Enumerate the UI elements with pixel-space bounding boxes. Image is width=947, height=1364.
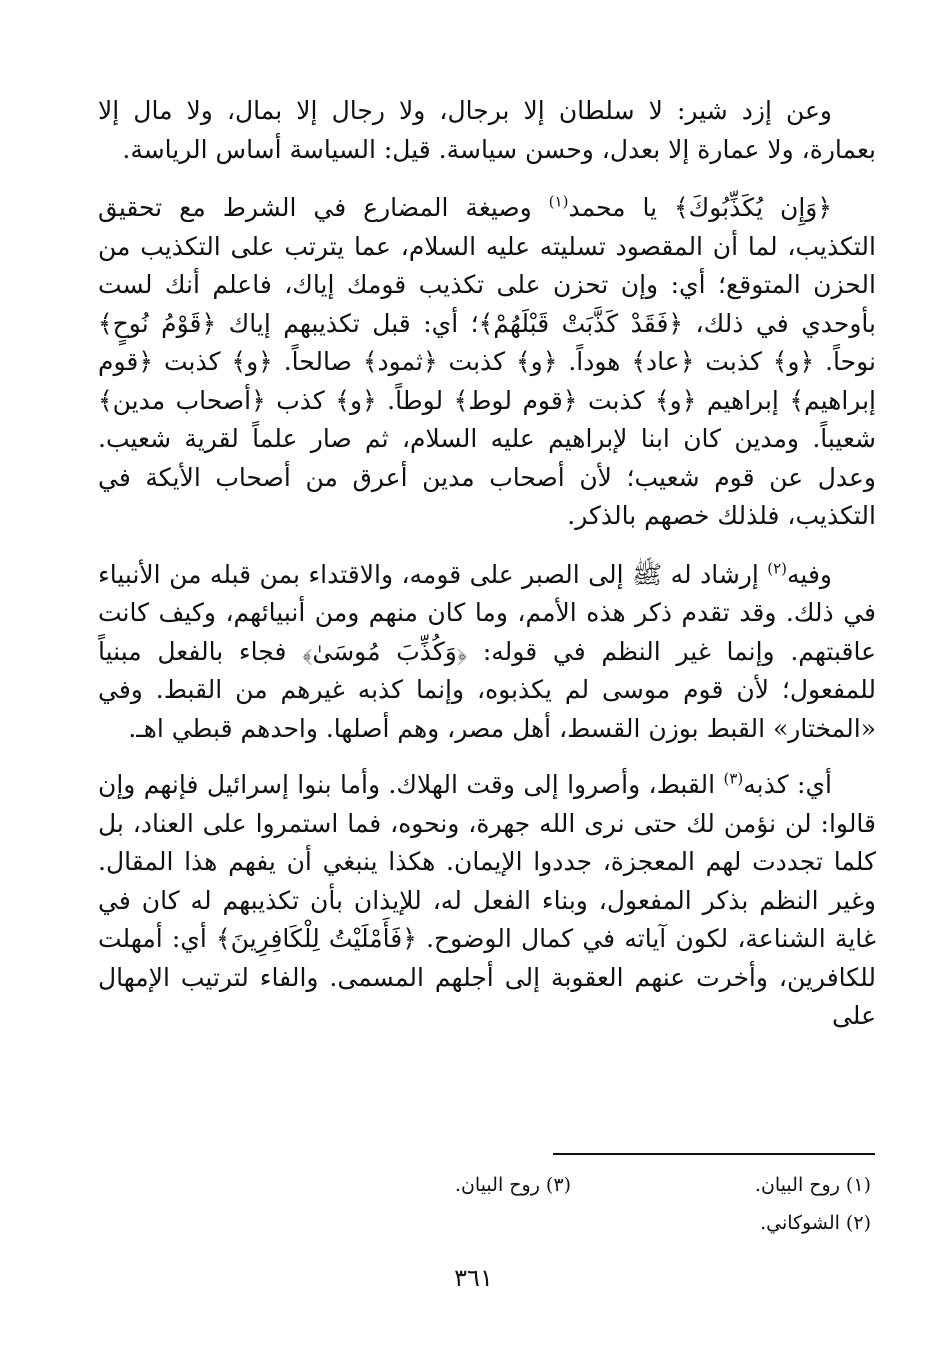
footnote-1: (١) روح البيان. [754, 1174, 871, 1196]
footnotes [271, 1166, 871, 1242]
footnote-ref-3: (٣) [723, 769, 744, 788]
paragraph-3 [98, 556, 876, 749]
paragraph-1-text: وعن إزد شير: لا سلطان إلا برجال، ولا رجال إلا بمال، ولا مال إلا بعمارة، ولا عمارة إلا بعدل، وحسن سياسة. قيل: السياسة أساس الرياسة. [98, 96, 876, 164]
page-number: ٣٦١ [454, 1264, 493, 1292]
footnote-2: (٢) الشوكاني. [760, 1212, 871, 1234]
paragraph-4-text: القبط، وأصروا إلى وقت الهلاك. وأما بنوا إسرائيل فإنهم وإن قالوا: لن نؤمن لك حتى نرى الله جهرة، ونحوه، فما استمروا على العناد، بل كلما تجددت لهم المعجزة، جددوا الإيمان. هكذا ينبغي أن يفهم هذا المقال. وغير النظم بذكر المفعول، وبناء الفعل له، للإيذان بأن تكذيبهم له كان في غاية الشناعة، لكون آياته في كمال الوضوح. ﴿فَأَمْلَيْتُ لِلْكَافِرِينَ﴾ أي: أمهلت للكافرين، وأخرت عنهم العقوبة إلى أجلهم المسمى. والفاء لترتيب الإمهال على [98, 770, 876, 1030]
paragraph-2-text: وصيغة المضارع في الشرط مع تحقيق التكذيب، لما أن المقصود تسليته عليه السلام، عما يترتب على التكذيب من الحزن المتوقع؛ أي: وإن تحزن على تكذيب قومك إياك، فاعلم أنك لست بأوحدي في ذلك، ﴿فَقَدْ كَذَّبَتْ قَبْلَهُمْ﴾؛ أي: قبل تكذيبهم إياك ﴿قَوْمُ نُوحٍ﴾ نوحاً. ﴿و﴾ كذبت ﴿عاد﴾ هوداً. ﴿و﴾ كذبت ﴿ثمود﴾ صالحاً. ﴿و﴾ كذبت ﴿قوم إبراهيم﴾ إبراهيم ﴿و﴾ كذبت ﴿قوم لوط﴾ لوطاً. ﴿و﴾ كذب ﴿أصحاب مدين﴾ شعيباً. ومدين كان ابنا لإبراهيم عليه السلام، ثم صار علماً لقرية شعيب. وعدل عن قوم شعيب؛ لأن أصحاب مدين أعرق من أصحاب الأيكة في التكذيب، فلذلك خصهم بالذكر. [98, 193, 876, 530]
paragraph-3-lead: وفيه [787, 559, 832, 589]
footnote-row-1 [271, 1166, 871, 1204]
paragraph-2 [98, 189, 876, 536]
footnote-separator [553, 1153, 875, 1155]
footnote-ref-1: (١) [548, 192, 569, 211]
footnote-3: (٣) روح البيان. [454, 1174, 571, 1196]
paragraph-2-lead: ﴿وَإِن يُكَذِّبُوكَ﴾ يا محمد [568, 193, 832, 222]
footnote-ref-2: (٢) [767, 559, 788, 578]
paragraph-1 [98, 92, 876, 169]
paragraph-3-text: إرشاد له ﷺ إلى الصبر على قومه، والاقتداء بمن قبله من الأنبياء في ذلك. وقد تقدم ذكر هذه الأمم، وما كان منهم ومن أنبيائهم، وكيف كانت عاقبتهم. وإنما غير النظم في قوله: ﴿وَكُذِّبَ مُوسَىٰ﴾ فجاء بالفعل مبنياً للمفعول؛ لأن قوم موسى لم يكذبوه، وإنما كذبه غيرهم من القبط. وفي «المختار» القبط بوزن القسط، أهل مصر، وهم أصلها. واحدهم قبطي اهـ. [98, 559, 876, 743]
footnote-row-2 [271, 1204, 871, 1242]
page-body [98, 92, 876, 1036]
paragraph-4-lead: أي: كذبه [743, 770, 832, 799]
paragraph-4 [98, 766, 876, 1036]
